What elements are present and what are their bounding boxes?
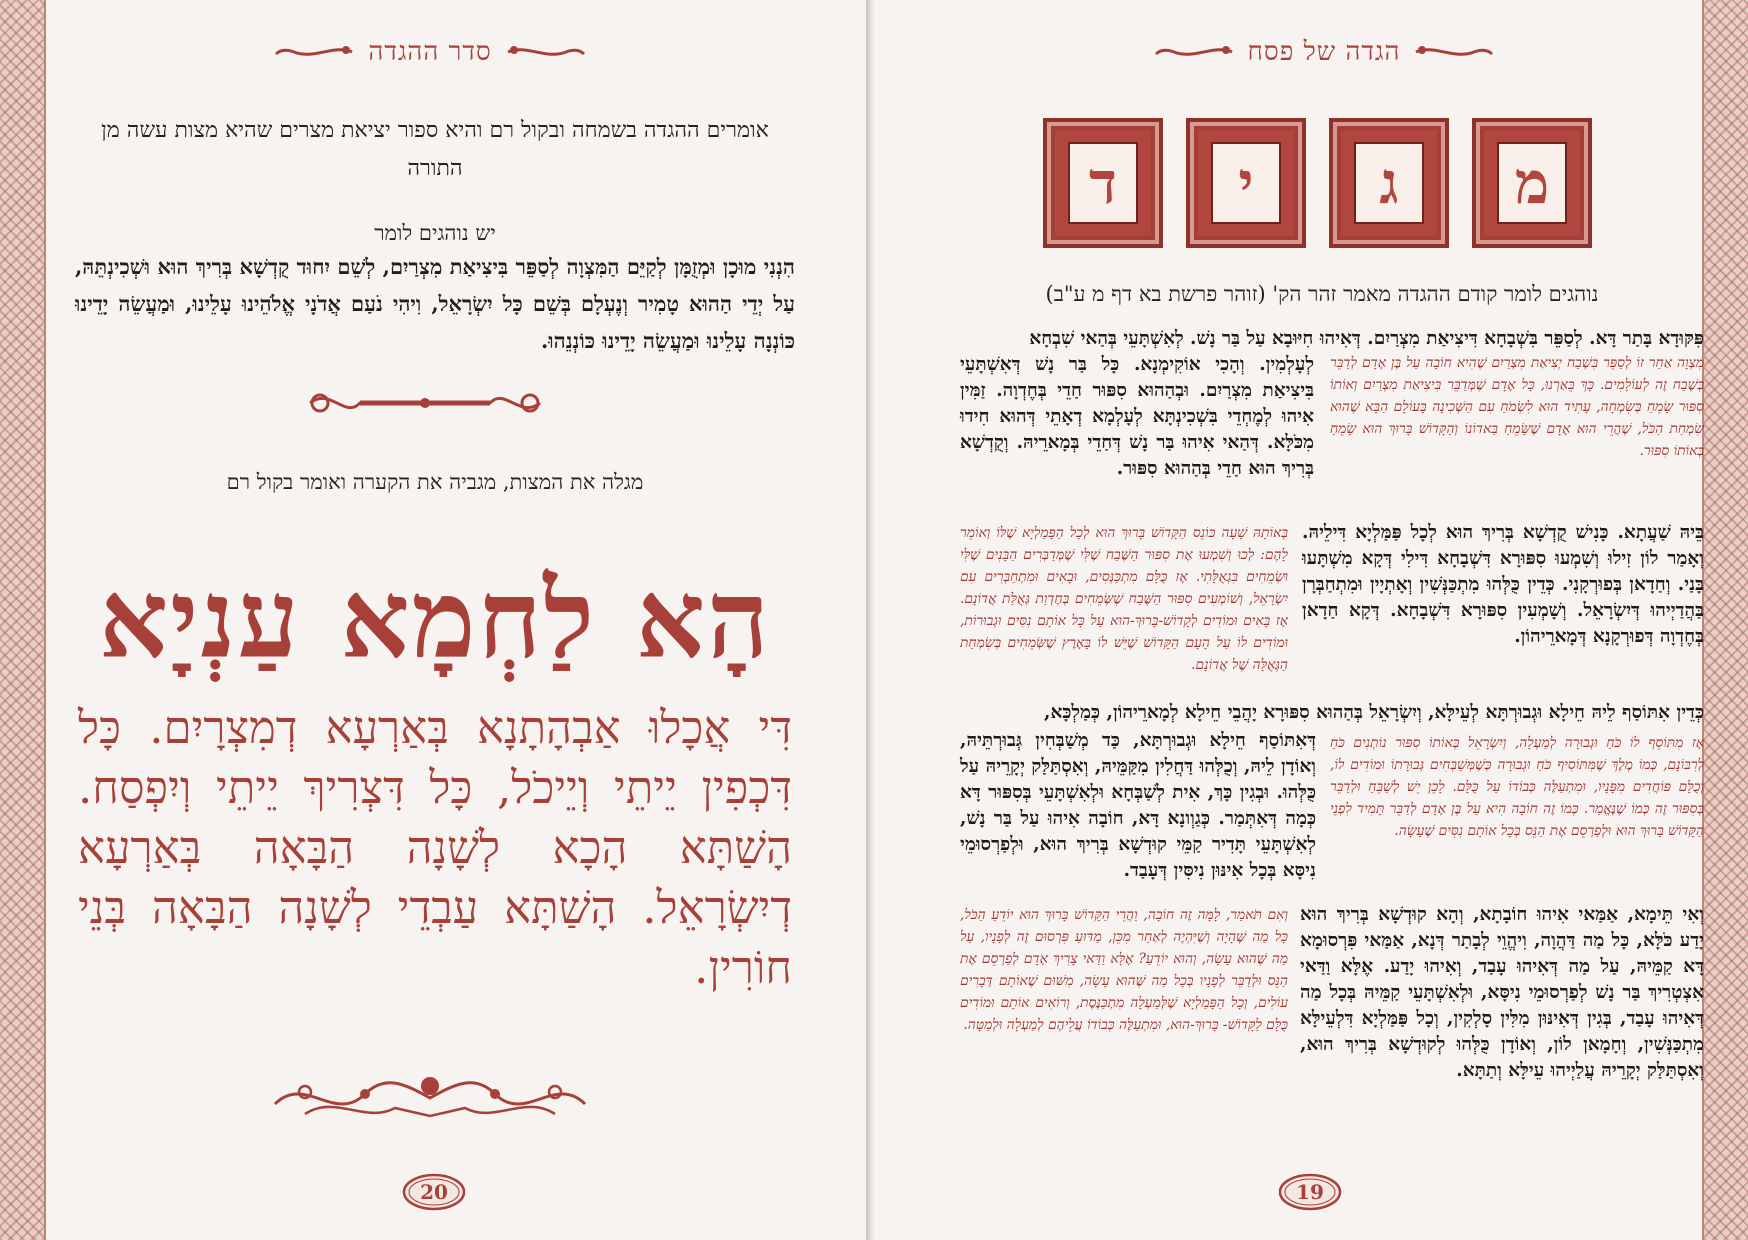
zohar-commentary: וְאִם תֹּאמַר, לָמָּה זֶה חוֹבָה, וַהֲרֵי הַקָּדוֹשׁ בָּרוּךְ הוּא יוֹדֵעַ הַכֹּל, כָּל מַה שֶּׁהָיָה וְשֶׁיִּהְיֶה לְאַחַר מִכֵּן, מַדּוּעַ פִּרְסוּם זֶה לְפָנָיו, עַל מַה שֶּׁהוּא עָשָׂה, וְהוּא יוֹדֵעַ? אֶלָּא וַדַּאי צָרִיךְ אָדָם לְפַרְסֵם אֶת הַנֵּס וּלְדַבֵּר לְפָנָיו בְּכָל מַה שֶּׁהוּא עָשָׂה, מִשּׁוּם שֶׁאוֹתָם דְּבָרִים עוֹלִים, וְכָל הַפָּמַלְיָא שֶׁלְּמַעְלָה מִתְכַּנֶּסֶת, וְרוֹאִים אוֹתָם וּמוֹדִים כֻּלָּם לַקָּדוֹשׁ- בָּרוּךְ-הוּא, וּמִתְעַלֶּה כְּבוֹדוֹ עֲלֵיהֶם לְמַעְלָה וּלְמַטָּה. (960, 907, 1288, 1033)
page-header (200, 34, 660, 70)
scroll-flourish-icon (1414, 42, 1494, 62)
magid-title-letters (1043, 118, 1592, 248)
instruction-text: מגלה את המצות, מגביה את הקערה ואומר בקול רם (226, 470, 644, 494)
intro-text: אומרים ההגדה בשמחה ובקול רם והיא ספור יציאת מצרים שהיא מצות עשה מן התורה (101, 118, 769, 181)
zohar-commentary: אָז מִתּוֹסֵף לוֹ כֹּחַ וּגְבוּרָה לְמַעְלָה, וְיִשְׂרָאֵל בְּאוֹתוֹ סִפּוּר נוֹתְנִים כֹּחַ לְרִבּוֹנָם, כְּמוֹ מֶלֶךְ שֶׁמִּתּוֹסִיף כֹּחַ וּגְבוּרָה כְּשֶׁמְּשַׁבְּחִים גְּבוּרָתוֹ וּמוֹדִים לוֹ, וְכֻלָּם פּוֹחֲדִים מִפָּנָיו, וּמִתְעַלֶּה כְּבוֹדוֹ עַל כֻּלָּם. לָכֵן יֵשׁ לְשַׁבֵּחַ וּלְדַבֵּר בְּסִפּוּר זֶה כְּמוֹ שֶׁנֶּאֱמַר. כְּמוֹ זֶה חוֹבָה הִיא עַל בֶּן אָדָם לְדַבֵּר תָּמִיד לִפְנֵי הַקָּדוֹשׁ בָּרוּךְ הוּא וּלְפַרְסֵם אֶת הַנֵּס בְּכָל אוֹתָם נִסִּים שֶׁעָשָׂה. (1330, 735, 1704, 839)
zohar-main-text: בֵּיהּ שַׁעֲתָא. כָּנִישׁ קֻדְשָׁא בְּרִיךְ הוּא לְכָל פַּמַּלְיָא דִּילֵיהּ. וְאָמַר לוֹן זִילוּ וְשִׁמְעוּ סִפּוּרָא דִּשְׁבָחָא דִּילִי דְּקָא מִשְׁתָּעוּ בָּנַי. וְחַדָאן בְּפוּרְקָנִי. כְּדֵין כֻּלְּהוּ מִתְכַּנְּשִׁין וְאָתְיָין וּמִתְחַבְּרָן בַּהֲדַיְיהוּ דְּיִשְׂרָאֵל. וְשָׁמְעִין סִפּוּרָא דִּשְׁבָחָא. דְּקָא חַדָאן בְּחֶדְוָה דְּפוּרְקָנָא דְּמָארֵיהוֹן. (1302, 522, 1704, 647)
floral-ornament-icon (265, 1064, 595, 1132)
hineni-prayer: הִנְנִי מוּכָן וּמְזֻמָּן לְקַיֵּם הַמִּצְוָה לְסַפֵּר בִּיצִיאַת מִצְרַיִם, לְשֵׁם יִחוּד קֻדְשָׁא בְּרִיךְ הוּא וּשְׁכִינְתֵּהּ, עַל יְדֵי הַהוּא טָמִיר וְנֶעְלָם בְּשֵׁם כָּל יִשְׂרָאֵל, וִיהִי נֹעַם אֲדֹנָי אֱלֹהֵינוּ עָלֵינוּ, וּמַעֲשֵׂה יָדֵינוּ כּוֹנְנָה עָלֵינוּ וּמַעֲשֵׂה יָדֵינוּ כּוֹנְנֵהוּ. (75, 254, 795, 353)
scroll-flourish-icon (1154, 42, 1234, 62)
page-header (1094, 34, 1554, 70)
header-title: הגדה של פסח (1247, 37, 1401, 67)
illuminated-letter: י (1186, 118, 1306, 248)
zohar-main-text: לְעָלְמִין. וְהָכִי אוֹקִימְנָא. כָּל בַּר נָשׁ דְּאִשְׁתָּעֵי בִּיצִיאַת מִצְרַיִם. וּבְהַהוּא סִפּוּר חַדֵי בְּחֶדְוָה. זַמִּין אִיהוּ לְמֶחְדֵי בִּשְׁכִינְתָּא לְעָלְמָא דְאָתֵי דְּהוּא חִידוּ מִכֹּלָּא. דְּהַאי אִיהוּ בַּר נָשׁ דְּחַדֵי בְּמָארֵיהּ. וְקֻדְשָׁא בְּרִיךְ הוּא חַדֵי בְּהַהוּא סִפּוּר. (960, 354, 1314, 479)
ornamental-divider-icon (300, 382, 550, 424)
scroll-flourish-icon (506, 42, 586, 62)
ha-lachma-title: הָא לַחְמָא עַנְיָא (98, 557, 772, 683)
page-number: 20 (400, 1172, 468, 1212)
zohar-commentary: בְּאוֹתָהּ שָׁעָה כּוֹנֵס הַקָּדוֹשׁ בָּרוּךְ הוּא לְכָל הַפָּמַלְיָא שֶׁלּוֹ וְאוֹמֵר לָהֶם: לְכוּ וְשִׁמְעוּ אֶת סִפּוּר הַשֶּׁבַח שֶׁלִּי שֶׁמְּדַבְּרִים הַבָּנִים שֶׁלִּי וּשְׂמֵחִים בִּגְאֻלָּתִי. אָז כֻּלָּם מִתְכַּנְּסִים, וּבָאִים וּמִתְחַבְּרִים עִם יִשְׂרָאֵל, וְשׁוֹמְעִים סִפּוּר הַשֶּׁבַח שֶׁשְּׂמֵחִים בְּחֶדְוַת גְּאֻלַּת אֲדוֹנָם. אָז בָּאִים וּמוֹדִים לְקָדוֹשׁ-בָּרוּךְ-הוּא עַל כָּל אוֹתָם נִסִּים וּגְבוּרוֹת, וּמוֹדִים לוֹ עַל הָעָם הַקָּדוֹשׁ שֶׁיֵּשׁ לוֹ בָּאָרֶץ שֶׁשְּׂמֵחִים בְּשִׂמְחַת הַגְּאֻלָּה שֶׁל אֲדוֹנָם. (960, 525, 1288, 673)
illuminated-letter: ד (1043, 118, 1163, 248)
zohar-main-text: וְאִי תֵּימָא, אַמַּאי אִיהוּ חוֹבָתָא, וְהָא קוּדְשָׁא בְּרִיךְ הוּא יָדַע כֹּלָּא, כָּל מַה דַּהֲוָה, וִיהֱוֵי לְבָתַר דְּנָא, אַמַּאי פִּרְסוּמָא דָּא קַמֵּיהּ, עַל מַה דְּאִיהוּ עָבַד, וְאִיהוּ יָדַע. אֶלָּא וַדַּאי אִצְטְרִיךְ בַּר נָשׁ לְפַרְסוּמֵי נִיסָּא, וּלְאִשְׁתָּעֵי קַמֵּיהּ בְּכָל מַה דְּאִיהוּ עָבַד, בְּגִין דְּאִינּוּן מִלִּין סָלְקִין, וְכָל פַּמַּלְיָא דִּלְעֵילָּא מִתְכַּנְּשִׁין, וְחָמָאן לוֹן, וְאוֹדָן כֻּלְּהוּ לְקוּדְשָׁא בְּרִיךְ הוּא, וְאִסְתַּלַּק יְקָרֵיהּ עֲלַיְיהוּ עֵילָּא וְתַתָּא. (1300, 904, 1704, 1081)
decorative-border (0, 0, 46, 1240)
zohar-main-text: דְּאִתּוֹסַף חֵילָא וּגְבוּרְתָּא, כַּד מְשַׁבְּחִין גְּבוּרְתֵּיהּ, וְאוֹדָן לֵיהּ, וְכֻלְּהוּ דַּחֲלִין מִקַּמֵּיהּ, וְאִסְתַּלַּק יְקָרֵיהּ עַל כֻּלְּהוּ. וּבְגִין כָּךְ, אִית לְשַׁבְּחָא וּלְאִשְׁתָּעֵי בְּסִפּוּר דָּא כְּמָה דְּאִתְּמַר. כְּגַוְונָא דָּא, חוֹבָה אִיהוּ עַל בַּר נָשׁ, לְאִשְׁתָּעֵי תָּדִיר קַמֵּי קוּדְשָׁא בְּרִיךְ הוּא, וּלְפַרְסוּמֵי נִיסָּא בְּכָל אִינּוּן נִיסִּין דְּעָבַד. (960, 730, 1316, 881)
zohar-main-text: פִּקּוּדָא בָּתַר דָּא. לְסַפֵּר בִּשְׁבָחָא דִּיצִיאַת מִצְרַיִם. דְּאִיהוּ חִיּוּבָא עַל בַּר נָשׁ. לְאִשְׁתָּעֵי בְּהַאי שִׁבְחָא (1029, 328, 1704, 349)
zohar-intro: נוהגים לומר קודם ההגדה מאמר זהר הק' (זוהר פרשת בא דף מ ע"ב) (1045, 282, 1599, 306)
left-page (0, 0, 870, 1240)
illuminated-letter: ג (1329, 118, 1449, 248)
custom-label: יש נוהגים לומר (374, 221, 496, 245)
zohar-main-text: כְּדֵין אִתּוֹסַף לֵיהּ חֵילָא וּגְבוּרְתָּא לְעֵילָּא, וְיִשְׂרָאֵל בְּהַהוּא סִפּוּרָא יָהֲבֵי חֵילָא לְמָארֵיהוֹן, כְּמַלְכָּא, (1044, 702, 1704, 723)
zohar-commentary: מִצְוָה אַחַר זוֹ לְסַפֵּר בִּשְׁבַח יְצִיאַת מִצְרַיִם שֶׁהִיא חוֹבָה עַל בֶּן אָדָם לְדַבֵּר בְּשֶׁבַח זֶה לְעוֹלָמִים. כָּךְ בֵּאַרְנוּ, כָּל אָדָם שֶׁמְּדַבֵּר בִּיצִיאַת מִצְרַיִם וְאוֹתוֹ סִפּוּר שָׂמֵחַ בְּשִׂמְחָה, עָתִיד הוּא לִשְׂמֹחַ עִם הַשְּׁכִינָה בָּעוֹלָם הַבָּא שֶׁהוּא שִׂמְחַת הַכֹּל, שֶׁהֲרֵי הוּא אָדָם שֶׁשָּׂמֵחַ בַּאדוֹנוֹ וְהַקָּדוֹשׁ בָּרוּךְ הוּא שָׂמֵחַ בְּאוֹתוֹ סִפּוּר. (1330, 355, 1704, 459)
header-title: סדר ההגדה (368, 37, 492, 67)
page-number: 19 (1276, 1172, 1344, 1212)
decorative-border (1702, 0, 1748, 1240)
scroll-flourish-icon (274, 42, 354, 62)
ha-lachma-text: דִּי אֲכָלוּ אַבְהָתָנָא בְּאַרְעָא דְמִצְרָיִם. כָּל דִּכְפִין יֵיתֵי וְיֵיכֹל, כָּל דִּצְרִיךְ יֵיתֵי וְיִפְסַח. הָשַׁתָּא הָכָא לְשָׁנָה הַבָּאָה בְּאַרְעָא דְיִשְׂרָאֵל. הָשַׁתָּא עַבְדֵי לְשָׁנָה הַבָּאָה בְּנֵי חוֹרִין. (78, 701, 792, 994)
illuminated-letter: מ (1472, 118, 1592, 248)
